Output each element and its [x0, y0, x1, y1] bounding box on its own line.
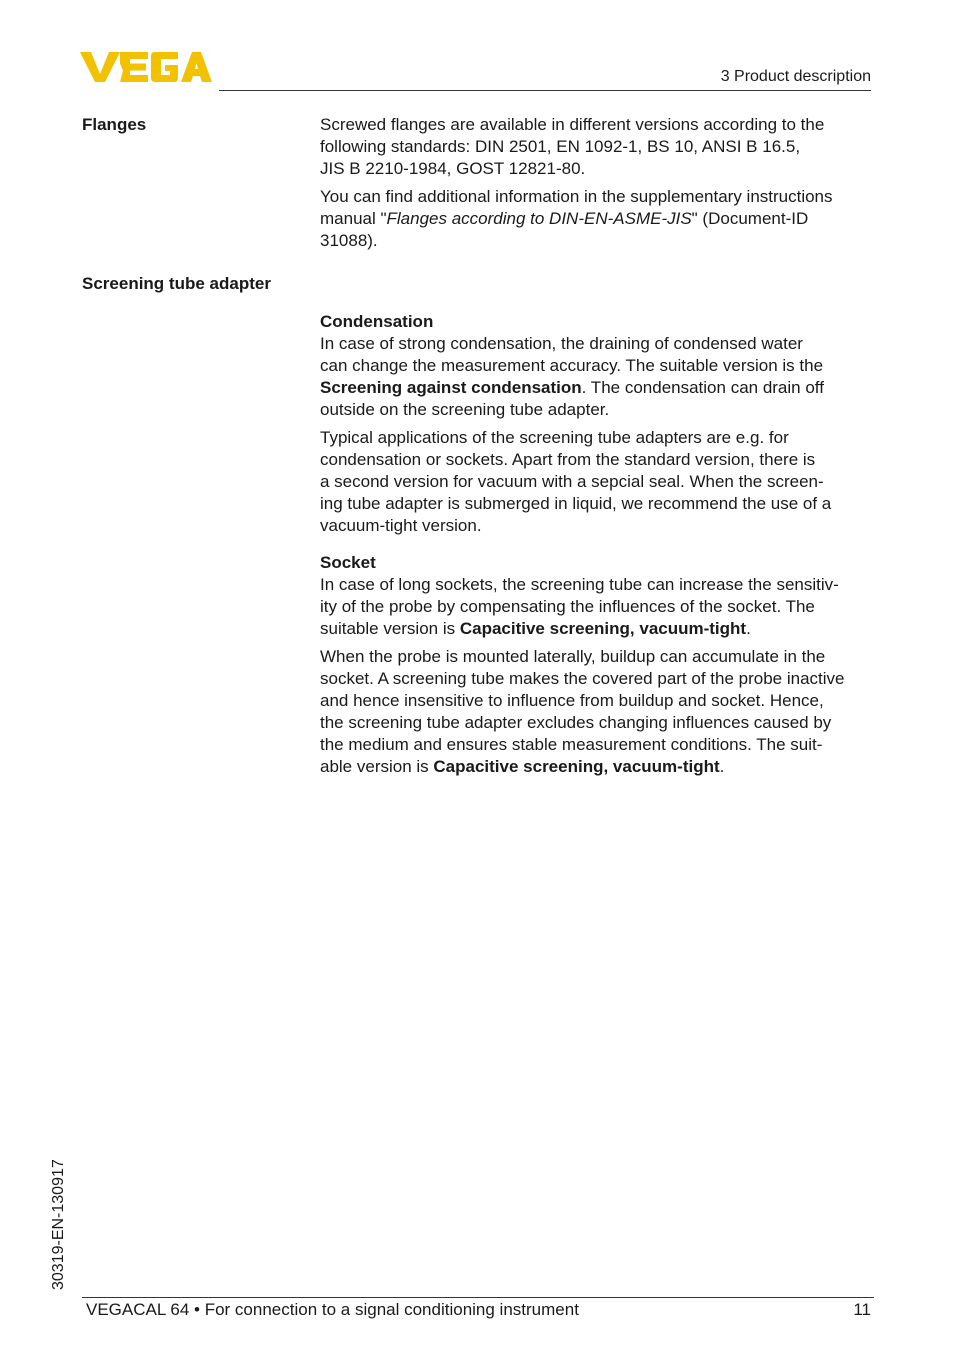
text-line: a second version for vacuum with a sepcial seal. When the screen- — [320, 472, 824, 491]
screening-heading: Screening tube adapter — [82, 274, 271, 293]
footer-title: VEGACAL 64 • For connection to a signal conditioning instrument — [86, 1300, 579, 1319]
header-divider — [219, 90, 871, 91]
document-code: 30319-EN-130917 — [50, 1159, 67, 1290]
text-run: manual " — [320, 209, 387, 228]
text-line: condensation or sockets. Apart from the standard version, there is — [320, 450, 816, 469]
socket-paragraph-1 — [320, 552, 880, 640]
text-line: ing tube adapter is submerged in liquid, we recommend the use of a — [320, 494, 832, 513]
text-line: 31088). — [320, 231, 378, 250]
version-name: Capacitive screening, vacuum-tight — [433, 757, 720, 776]
text-line: In case of long sockets, the screening tube can increase the sensitiv- — [320, 575, 839, 594]
flanges-heading: Flanges — [82, 115, 147, 134]
text-line: Typical applications of the screening tube adapters are e.g. for — [320, 428, 789, 447]
text-line: In case of strong condensation, the draining of condensed water — [320, 334, 803, 353]
text-line — [320, 618, 880, 640]
flanges-paragraph-2 — [320, 186, 880, 252]
text-line: You can find additional information in the supplementary instructions — [320, 187, 833, 206]
text-line: ity of the probe by compensating the influences of the socket. The — [320, 597, 815, 616]
text-line: JIS B 2210-1984, GOST 12821-80. — [320, 159, 586, 178]
flanges-paragraph-1 — [320, 114, 880, 180]
text-run: suitable version is — [320, 619, 460, 638]
text-line: socket. A screening tube makes the covered part of the probe inactive — [320, 669, 845, 688]
text-line — [320, 208, 880, 230]
footer-divider — [82, 1297, 874, 1298]
condensation-paragraph-2 — [320, 427, 880, 537]
flanges-body — [320, 114, 880, 258]
text-line: can change the measurement accuracy. The suitable version is the — [320, 356, 824, 375]
text-run: " (Document-ID — [691, 209, 809, 228]
text-run: able version is — [320, 757, 434, 776]
text-line: When the probe is mounted laterally, buildup can accumulate in the — [320, 647, 826, 666]
text-line: and hence insensitive to influence from buildup and socket. Hence, — [320, 691, 824, 710]
document-reference: Flanges according to DIN-EN-ASME-JIS — [386, 209, 692, 228]
text-line: the medium and ensures stable measurement conditions. The suit- — [320, 735, 823, 754]
text-line: the screening tube adapter excludes changing influences caused by — [320, 713, 832, 732]
text-line: Screwed flanges are available in different versions according to the — [320, 115, 825, 134]
condensation-paragraph-1 — [320, 311, 880, 421]
text-run: . The condensation can drain off — [581, 378, 824, 397]
version-name: Capacitive screening, vacuum-tight — [459, 619, 747, 638]
socket-title: Socket — [320, 553, 376, 572]
condensation-section — [320, 311, 880, 543]
text-line: vacuum-tight version. — [320, 516, 482, 535]
text-run: . — [719, 757, 725, 776]
condensation-title: Condensation — [320, 312, 434, 331]
version-name: Screening against condensation — [320, 378, 582, 397]
text-run: . — [746, 619, 751, 638]
text-line: outside on the screening tube adapter. — [320, 400, 610, 419]
socket-section — [320, 552, 880, 784]
socket-paragraph-2 — [320, 646, 880, 778]
page-number: 11 — [853, 1300, 871, 1319]
text-line: following standards: DIN 2501, EN 1092-1, BS 10, ANSI B 16.5, — [320, 137, 801, 156]
text-line — [320, 377, 880, 399]
text-line — [320, 756, 880, 778]
vega-logo — [80, 50, 212, 84]
section-label: 3 Product description — [720, 68, 871, 85]
